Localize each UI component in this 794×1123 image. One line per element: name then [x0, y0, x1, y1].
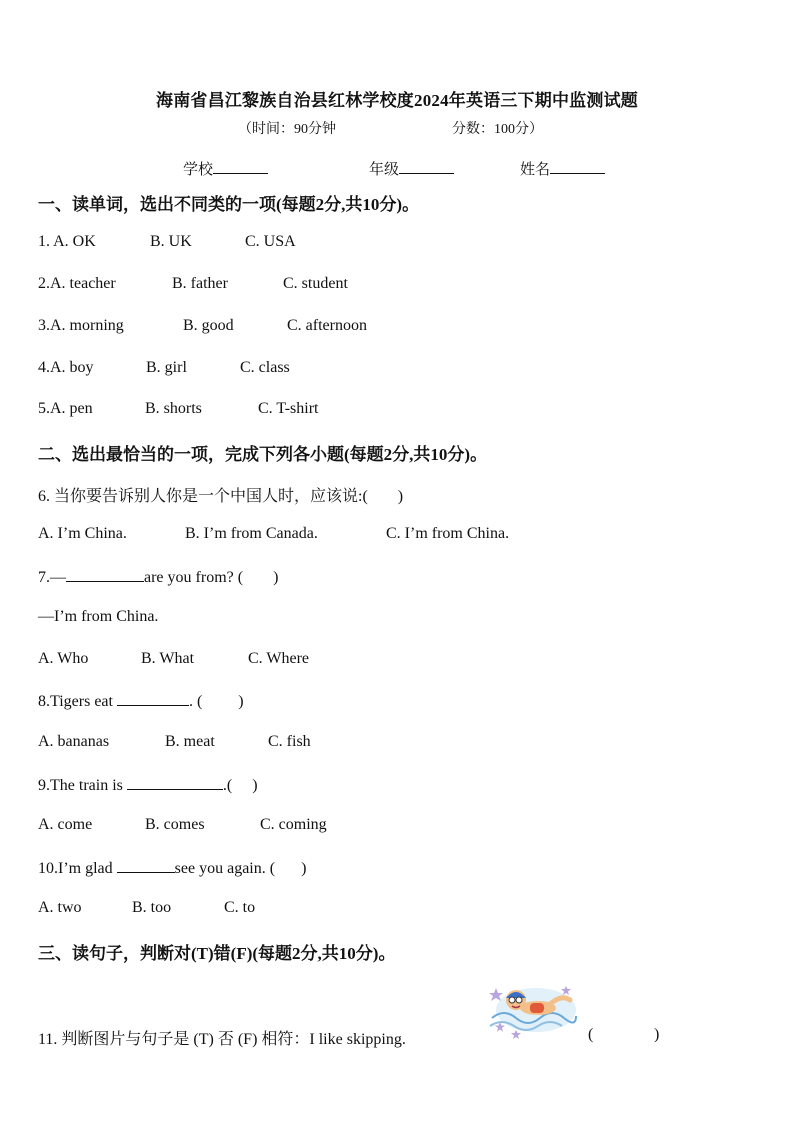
q7-close: )	[273, 569, 279, 586]
q7-option-c[interactable]: C. Where	[248, 650, 310, 667]
q8-prefix: 8.Tigers eat	[38, 693, 113, 710]
q8-option-a[interactable]: A. bananas	[38, 733, 110, 750]
name-label: 姓名	[520, 162, 551, 178]
section-2-heading: 二、选出最恰当的一项，完成下列各小题(每题2分,共10分)。	[38, 445, 488, 464]
q10-prefix: 10.I’m glad	[38, 860, 113, 877]
q6-close: )	[397, 488, 404, 505]
q4-option-b[interactable]: B. girl	[146, 359, 187, 376]
q8-blank[interactable]	[117, 691, 189, 706]
q3-option-c[interactable]: C. afternoon	[287, 317, 367, 334]
q5-option-c[interactable]: C. T-shirt	[258, 400, 319, 417]
question-11	[38, 1026, 738, 1049]
exam-score: 分数：100分）	[452, 122, 543, 137]
q11-text: 11. 判断图片与句子是 (T) 否 (F) 相符：I like skipping.	[38, 1031, 406, 1048]
page-title: 海南省昌江黎族自治县红林学校度2024年英语三下期中监测试题	[156, 91, 638, 110]
q9-blank[interactable]	[127, 775, 223, 790]
q3-option-b[interactable]: B. good	[183, 317, 234, 334]
q6-option-a[interactable]: A. I’m China.	[38, 525, 127, 542]
q9-option-c[interactable]: C. coming	[260, 816, 327, 833]
q9-option-b[interactable]: B. comes	[145, 816, 205, 833]
q10-text: see you again. (	[174, 860, 276, 877]
q7-text: are you from? (	[144, 569, 244, 586]
q9-option-a[interactable]: A. come	[38, 816, 93, 833]
q2-option-b[interactable]: B. father	[172, 275, 228, 292]
q10-blank[interactable]	[117, 858, 175, 873]
section-3-heading: 三、读句子，判断对(T)错(F)(每题2分,共10分)。	[38, 944, 396, 963]
q4-option-a[interactable]: 4.A. boy	[38, 359, 94, 376]
q5-option-a[interactable]: 5.A. pen	[38, 400, 93, 417]
q1-option-b[interactable]: B. UK	[150, 233, 192, 250]
q1-option-c[interactable]: C. USA	[245, 233, 296, 250]
q7-prefix: 7.—	[38, 569, 66, 586]
q8-text: . (	[188, 693, 203, 710]
q10-option-c[interactable]: C. to	[224, 899, 256, 916]
question-7-stem	[38, 567, 738, 587]
section-1-heading: 一、读单词，选出不同类的一项(每题2分,共10分)。	[38, 195, 420, 214]
q5-option-b[interactable]: B. shorts	[145, 400, 202, 417]
q2-option-a[interactable]: 2.A. teacher	[38, 275, 116, 292]
q11-answer-slot[interactable]	[600, 1026, 650, 1044]
school-blank[interactable]	[213, 159, 268, 174]
grade-field[interactable]	[369, 158, 454, 179]
school-label: 学校	[183, 162, 214, 178]
q7-option-b[interactable]: B. What	[141, 650, 195, 667]
q10-close: )	[301, 860, 307, 877]
q11-close: )	[654, 1026, 660, 1043]
q10-option-b[interactable]: B. too	[132, 899, 172, 916]
q8-option-b[interactable]: B. meat	[165, 733, 215, 750]
q9-close: )	[252, 777, 258, 794]
question-6-stem	[38, 483, 738, 506]
q8-close: )	[238, 693, 244, 710]
question-8-stem	[38, 691, 738, 711]
exam-time: （时间：90分钟	[238, 122, 336, 137]
q11-open: (	[588, 1026, 594, 1043]
q1-option-a[interactable]: 1. A. OK	[38, 233, 96, 250]
q4-option-c[interactable]: C. class	[240, 359, 290, 376]
school-field[interactable]	[183, 158, 268, 179]
name-field[interactable]	[520, 158, 605, 179]
grade-blank[interactable]	[399, 159, 454, 174]
question-10-stem	[38, 858, 738, 878]
question-9-stem	[38, 775, 738, 795]
q6-option-c[interactable]: C. I’m from China.	[386, 525, 510, 542]
q3-option-a[interactable]: 3.A. morning	[38, 317, 124, 334]
q7-option-a[interactable]: A. Who	[38, 650, 89, 667]
q7-reply: —I’m from China.	[38, 608, 159, 625]
q6-text: 6. 当你要告诉别人你是一个中国人时，应该说:(	[38, 488, 368, 505]
q7-blank[interactable]	[66, 567, 144, 582]
q9-text: .(	[222, 777, 233, 794]
q9-prefix: 9.The train is	[38, 777, 123, 794]
q2-option-c[interactable]: C. student	[283, 275, 348, 292]
grade-label: 年级	[369, 162, 400, 178]
q6-option-b[interactable]: B. I’m from Canada.	[185, 525, 318, 542]
q10-option-a[interactable]: A. two	[38, 899, 82, 916]
name-blank[interactable]	[550, 159, 605, 174]
q8-option-c[interactable]: C. fish	[268, 733, 311, 750]
